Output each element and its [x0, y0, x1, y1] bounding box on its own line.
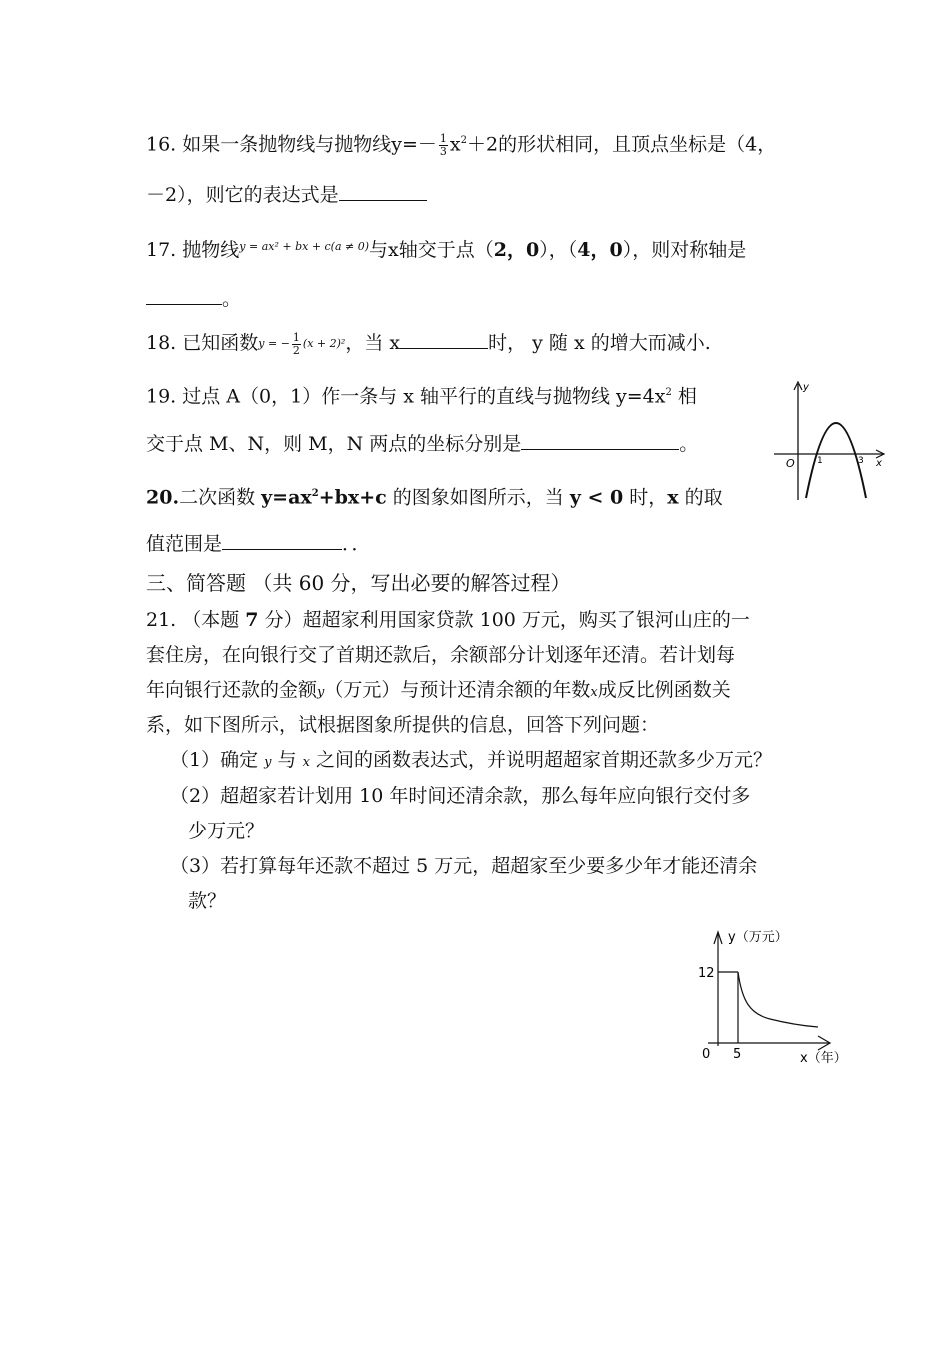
q18-text-a: 18. 已知函数 — [146, 332, 259, 354]
q20-end: ．． — [342, 533, 371, 555]
loan-origin: 0 — [702, 1047, 711, 1062]
q16-frac-num: 1 — [439, 131, 447, 145]
q21-line3 — [146, 677, 731, 706]
section3-title-text: 三、简答题 （共 60 分，写出必要的解答过程） — [146, 571, 571, 595]
q18-text-b: ，当 x — [345, 332, 401, 354]
q21-text-a: 21. （本题 — [146, 609, 246, 631]
q20-eq-b: +bx+c — [318, 486, 387, 509]
q17-text-c: ），（ — [539, 239, 578, 261]
q20-x: x — [667, 486, 679, 509]
q21-part2-line2 — [188, 818, 264, 844]
q21-text-line3a: 年向银行还款的金额 — [146, 679, 318, 701]
q21-text-line4: 系，如下图所示，试根据图象所提供的信息，回答下列问题： — [146, 714, 660, 736]
q16-text-a: 16. 如果一条抛物线与抛物线y=－ — [146, 133, 437, 156]
q19-text-line2: 交于点 M、N，则 M，N 两点的坐标分别是 — [146, 433, 522, 455]
q20-number: 20. — [146, 486, 180, 509]
q16-text-c: ＋2的形状相同，且顶点坐标是（4， — [467, 133, 777, 156]
q18-frac-den: 2 — [292, 343, 300, 357]
q17-formula: y = ax² + bx + c(a ≠ 0) — [239, 240, 370, 253]
q19-end: 。 — [679, 433, 699, 455]
section3-title — [146, 570, 571, 596]
parabola-curve — [806, 423, 866, 498]
q20-condition: y < 0 — [569, 486, 624, 509]
q18-answer-blank[interactable] — [400, 330, 488, 349]
q21-line1 — [146, 607, 750, 633]
q21-text-b: 分）超超家利用国家贷款 100 万元，购买了银河山庄的一 — [258, 609, 750, 631]
q21-part1-x: x — [302, 755, 310, 770]
q20-text-c: 时， — [623, 486, 668, 509]
q18-frac-num: 1 — [292, 330, 300, 344]
q16-text-line2: －2），则它的表达式是 — [146, 184, 339, 206]
loan-y-tick-12: 12 — [698, 966, 715, 981]
q21-line2 — [146, 642, 735, 668]
q18-line — [146, 330, 711, 357]
q21-part2-b: 少万元？ — [188, 820, 265, 842]
q21-part1-c: 之间的函数表达式，并说明超超家首期还款多少万元？ — [309, 749, 772, 771]
q20-text-a: 二次函数 — [179, 486, 262, 509]
q19-text-b: 相 — [671, 385, 697, 408]
q21-line4 — [146, 712, 659, 738]
q19-line2 — [146, 431, 698, 457]
q20-answer-blank[interactable] — [222, 531, 342, 550]
q16-frac-den: 3 — [439, 144, 447, 158]
q21-part3-line2 — [188, 888, 226, 914]
q21-part3-a: （3）若打算每年还款不超过 5 万元，超超家至少要多少年才能还清余 — [170, 855, 758, 877]
q19-answer-blank[interactable] — [521, 431, 679, 450]
loan-y-label: y（万元） — [728, 930, 788, 945]
q21-part1-b: 与 — [271, 749, 303, 771]
q18-formula-post: (x + 2)² — [302, 337, 346, 350]
parabola-origin: O — [786, 457, 795, 470]
q21-part2-a: （2）超超家若计划用 10 年时间还清余款，那么每年应向银行交付多 — [170, 785, 751, 807]
loan-graph — [690, 926, 855, 1071]
q21-part1-a: （1）确定 — [170, 749, 265, 771]
q16-answer-blank[interactable] — [339, 182, 427, 201]
q21-part1-y: y — [264, 755, 272, 770]
q17-answer-blank[interactable] — [146, 286, 222, 305]
q20-text-b: 的图象如图所示，当 — [386, 486, 570, 509]
q16-line1 — [146, 128, 776, 158]
q21-var-x: x — [590, 685, 598, 700]
q18-text-c: 时， y 随 x 的增大而减小. — [488, 332, 711, 354]
loan-x-label: x（年） — [800, 1051, 847, 1066]
q16-line2 — [146, 182, 427, 208]
q21-part3-b: 款？ — [188, 890, 227, 912]
q21-var-y: y — [317, 685, 325, 700]
parabola-tick-1: 1 — [817, 456, 823, 466]
q21-points: 7 — [245, 609, 259, 631]
q18-formula-pre: y = − — [258, 337, 290, 350]
q17-line1 — [146, 234, 746, 263]
q17-line2 — [146, 286, 241, 312]
loan-x-tick-5: 5 — [733, 1047, 742, 1062]
q20-eq-a: y=ax — [261, 486, 312, 509]
q21-part3-line1 — [170, 853, 757, 879]
parabola-tick-3: 3 — [858, 456, 864, 466]
q17-point1: 2，0 — [493, 239, 540, 261]
q18-fraction — [292, 332, 301, 357]
q17-end: 。 — [222, 288, 242, 310]
parabola-x-label: x — [876, 458, 882, 469]
q21-part1 — [170, 747, 772, 776]
q17-point2: 4，0 — [577, 239, 623, 261]
loan-curve — [738, 972, 818, 1027]
q16-exponent: 2 — [460, 135, 468, 146]
q21-part2-line1 — [170, 783, 750, 809]
q21-text-line2: 套住房，在向银行交了首期还款后，余额部分计划逐年还清。若计划每 — [146, 644, 736, 666]
q19-line1 — [146, 380, 697, 409]
q17-text-a: 17. 抛物线 — [146, 239, 240, 261]
q20-line2 — [146, 531, 371, 557]
q20-line1 — [146, 481, 723, 510]
parabola-y-label: y — [803, 382, 809, 393]
q17-text-d: ），则对称轴是 — [622, 239, 747, 261]
q19-exponent: 2 — [665, 387, 672, 398]
q20-eq-exponent: 2 — [311, 488, 319, 499]
q16-fraction — [439, 133, 448, 158]
q17-text-b: 与x轴交于点（ — [369, 239, 494, 261]
q21-text-line3c: 成反比例函数关 — [597, 679, 731, 701]
q21-text-line3b: （万元）与预计还清余额的年数 — [324, 679, 591, 701]
q20-text-line2: 值范围是 — [146, 533, 223, 555]
q20-text-d: 的取 — [678, 486, 723, 509]
q19-text-a: 19. 过点 A（0，1）作一条与 x 轴平行的直线与抛物线 y=4x — [146, 385, 666, 408]
q16-text-b: x — [449, 133, 461, 156]
parabola-graph — [772, 378, 887, 503]
